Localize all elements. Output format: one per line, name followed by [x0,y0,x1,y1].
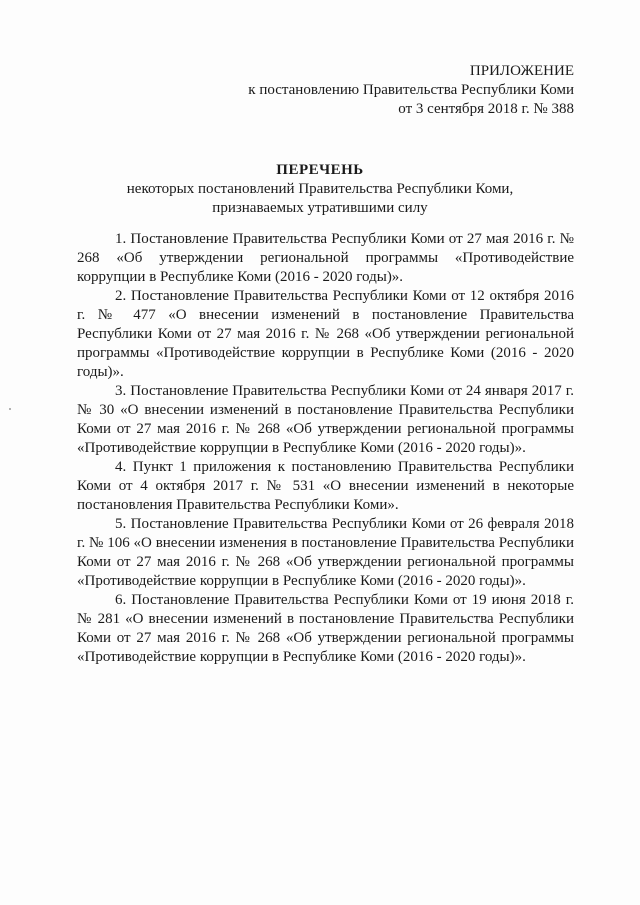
title-subtitle-line2: признаваемых утратившими силу [212,200,428,216]
annex-date-number: от 3 сентября 2018 г. № 388 [398,101,574,117]
annex-label: ПРИЛОЖЕНИЕ [469,63,574,79]
list-item: 1. Постановление Правительства Республики Коми от 27 мая 2016 г. № 268 «Об утверждении региональной программы «Противодействие коррупции в Республике Коми (2016 - 2020 годы)». [77,231,574,285]
list-item: 5. Постановление Правительства Республики Коми от 26 февраля 2018 г. № 106 «О внесении изменения в постановление Правительства Республики Коми от 27 мая 2016 г. № 268 «Об утверждении региональной программы «Противодействие коррупции в Республике Коми (2016 - 2020 годы)». [77,516,574,589]
list-item: 3. Постановление Правительства Республики Коми от 24 января 2017 г. № 30 «О внесении изменений в постановление Правительства Республики Коми от 27 мая 2016 г. № 268 «Об утверждении региональной программы «Противодействие коррупции в Республике Коми (2016 - 2020 годы)». [77,383,574,456]
scan-speck [9,408,11,410]
annex-reference: к постановлению Правительства Республики Коми [248,82,574,98]
list-item: 2. Постановление Правительства Республики Коми от 12 октября 2016 г. № 477 «О внесении изменений в постановление Правительства Республики Коми от 27 мая 2016 г. № 268 «Об утверждении региональной программы «Противодействие коррупции в Республике Коми (2016 - 2020 годы)». [77,288,574,380]
items-list [77,230,574,667]
list-item: 4. Пункт 1 приложения к постановлению Правительства Республики Коми от 4 октября 2017 г. № 531 «О внесении изменений в некоторые постановления Правительства Республики Коми». [77,459,574,513]
title-heading: ПЕРЕЧЕНЬ [276,162,364,178]
list-item: 6. Постановление Правительства Республики Коми от 19 июня 2018 г. № 281 «О внесении изменений в постановление Правительства Республики Коми от 27 мая 2016 г. № 268 «Об утверждении региональной программы «Противодействие коррупции в Республике Коми (2016 - 2020 годы)». [77,592,574,665]
annex-header [248,62,574,119]
title-subtitle-line1: некоторых постановлений Правительства Республики Коми, [126,181,514,197]
document-title [0,161,640,218]
